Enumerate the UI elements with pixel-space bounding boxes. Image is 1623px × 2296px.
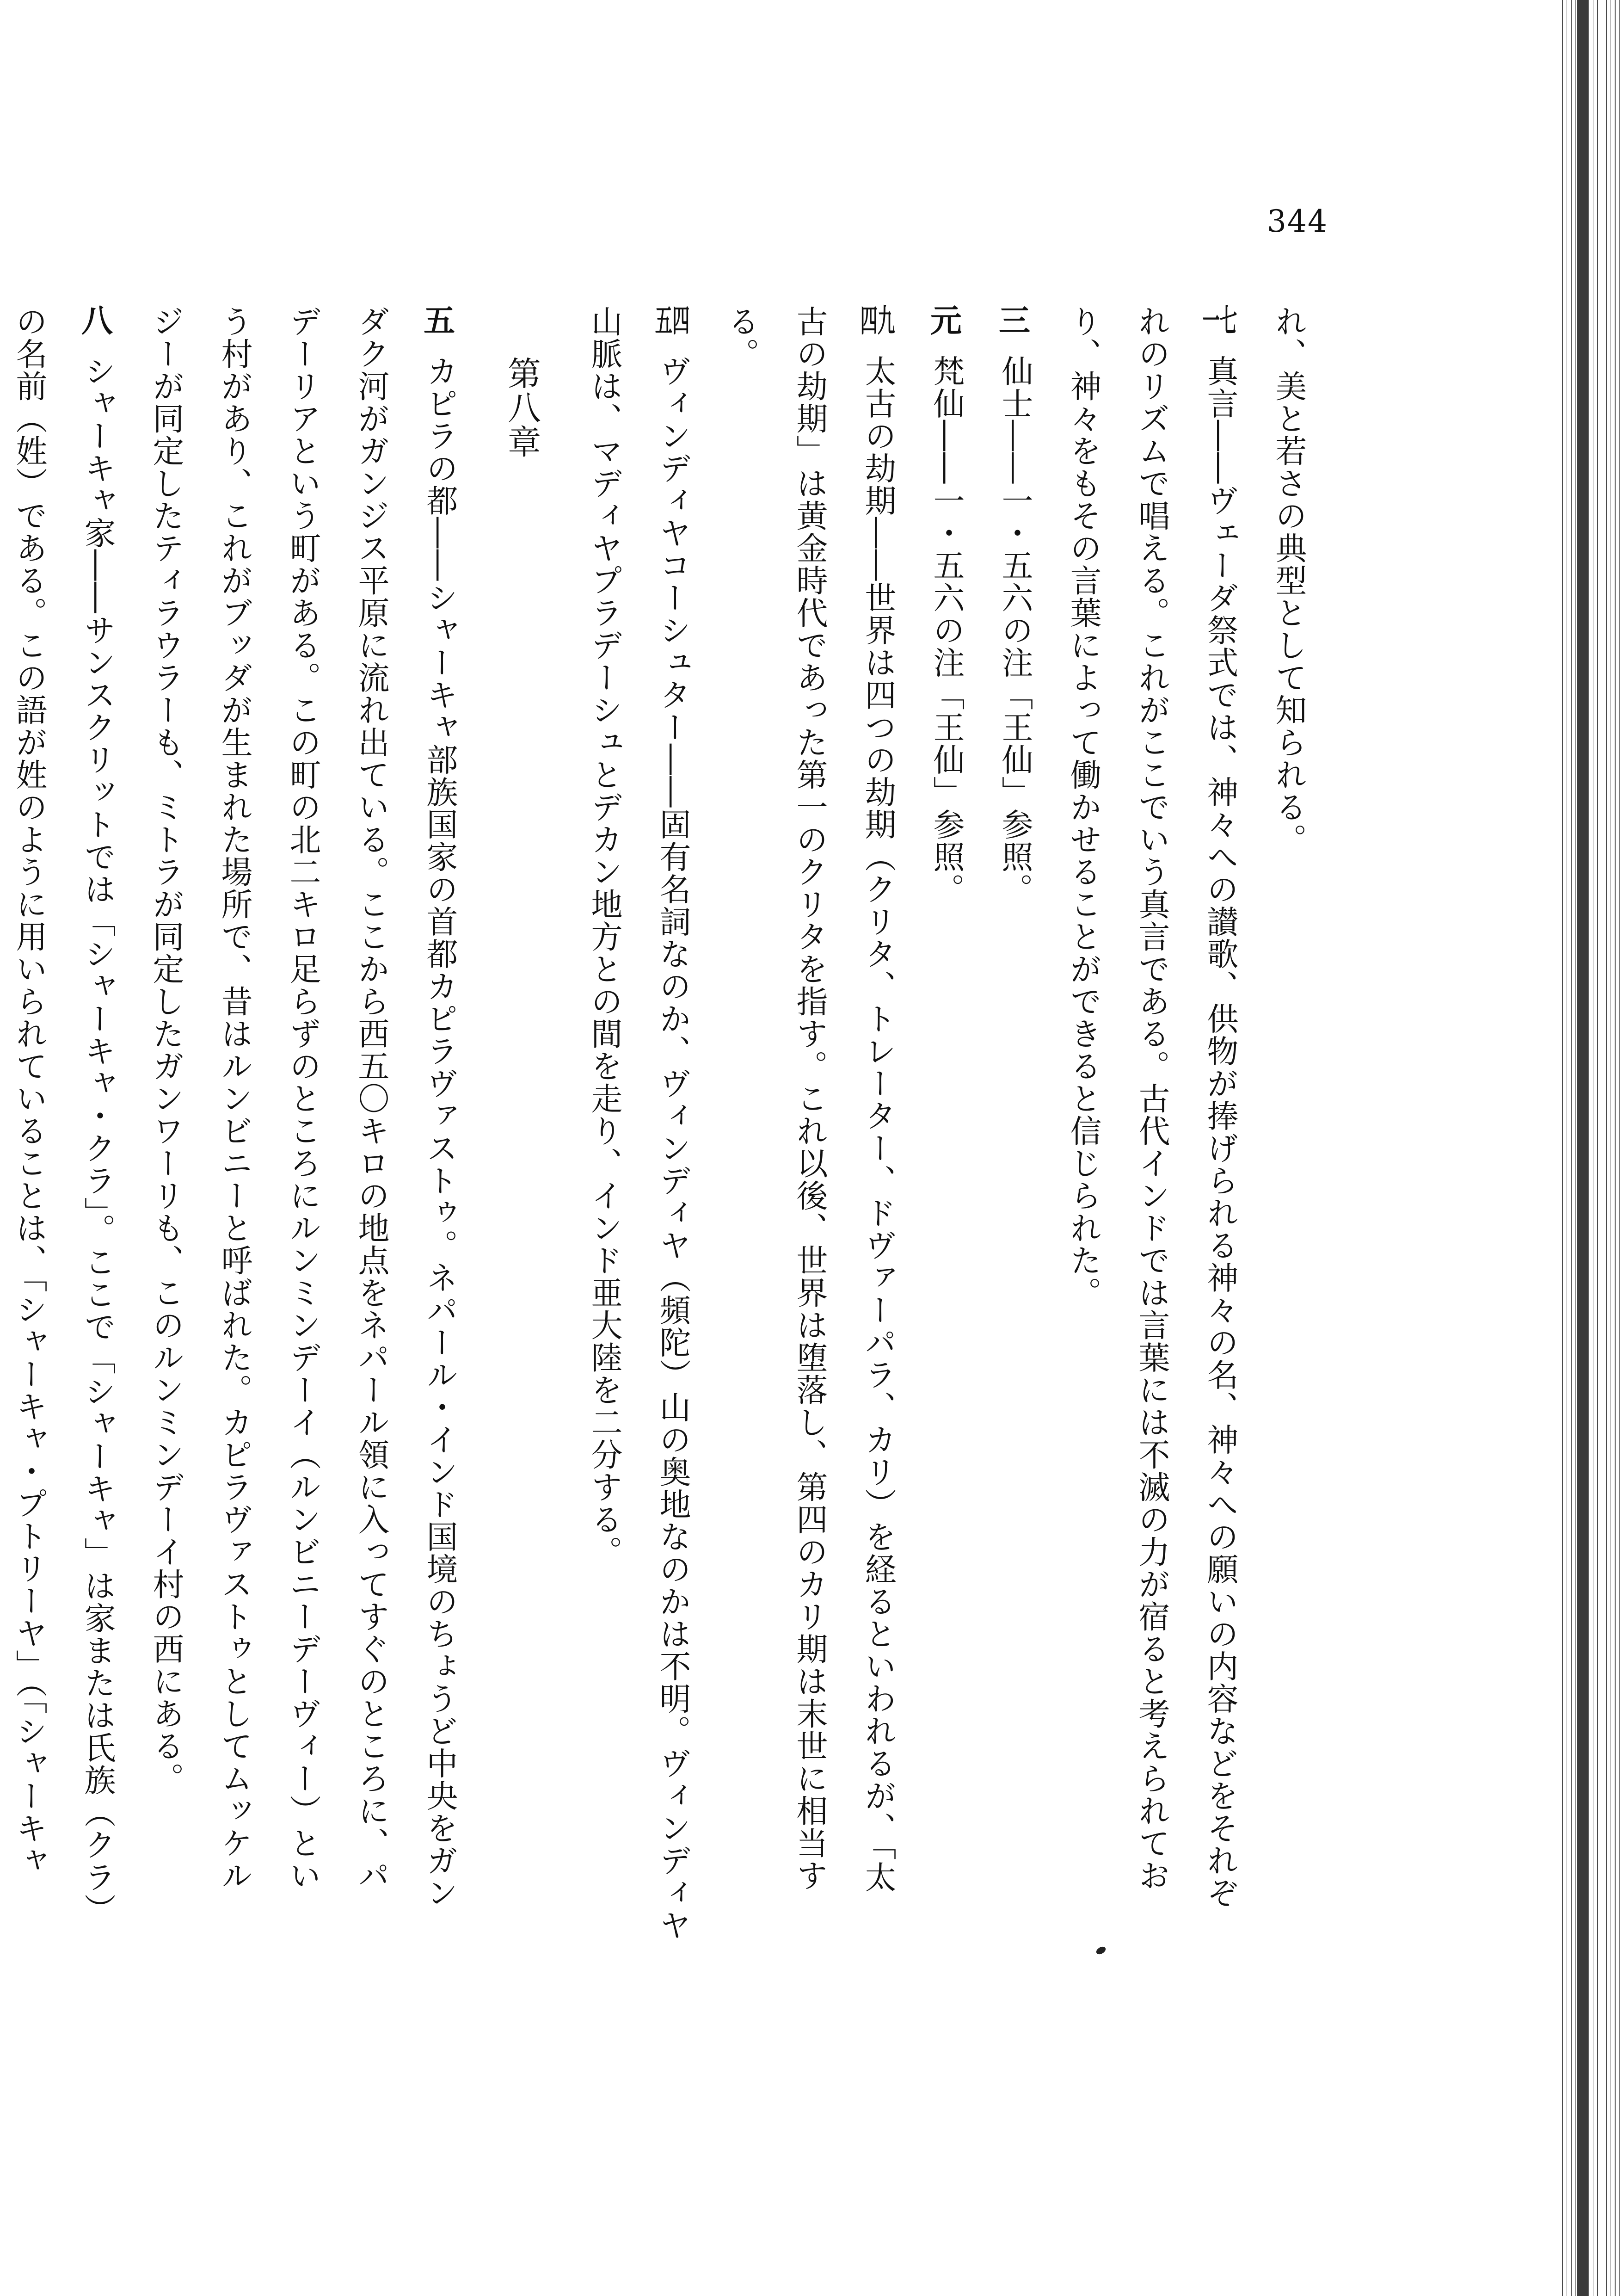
note-line — [200, 305, 268, 2146]
note-line — [131, 305, 200, 2146]
page-number: 344 — [1267, 204, 1328, 239]
note-line-text: カピラの都――シャーキャ部族国家の首都カピラヴァストゥ。ネパール・インド国境のちょうど中央をガン — [421, 355, 458, 1909]
note-line-text: 真言――ヴェーダ祭式では、神々への讃歌、供物が捧げられる神々の名、神々への願いの内容などをそれぞ — [1202, 355, 1238, 1909]
note-line-text: 古の劫期」は黄金時代であった第一のクリタを指す。これ以後、世界は堕落し、第四のカリ期は末世に相当す — [791, 305, 828, 1892]
note-line — [337, 305, 405, 2146]
note-line — [707, 305, 775, 2146]
note-line-text: 仙士――一・五六の注「王仙」参照。 — [996, 355, 1033, 906]
note-line-text: ヴィンディヤコーシュター――固有名詞なのか、ヴィンディヤ（頻陀）山の奥地なのかは不明。ヴィンディヤ — [654, 355, 691, 1942]
binding-edge — [1558, 0, 1623, 2296]
note-line — [843, 305, 912, 2146]
chapter-heading: 第八章 — [502, 356, 541, 459]
note-number: 四九 — [860, 305, 895, 337]
note-line-text: シャーキャ家――サンスクリットでは「シャーキャ・クラ」。ここで「シャーキャ」は家または氏族（クラ） — [79, 355, 116, 1926]
note-number: 八 — [81, 305, 113, 337]
notes-text-block — [11, 305, 1322, 2146]
note-line-text: の名前（姓）である。この語が姓のように用いられていることは、「シャーキャ・プトリーヤ」（「シャーキャ — [11, 305, 47, 1877]
note-line — [912, 305, 980, 2146]
note-line-text: 山脈は、マディヤプラデーシュとデカン地方との間を走り、インド亜大陸を二分する。 — [586, 305, 622, 1568]
note-line-text: れのリズムで唱える。これがここでいう真言である。古代インドでは言葉には不滅の力が宿ると考えられてお — [1133, 305, 1170, 1892]
note-line — [268, 305, 337, 2146]
note-line — [1049, 305, 1117, 2146]
note-line-text: れ、美と若さの典型として知られる。 — [1270, 305, 1307, 856]
note-line — [570, 305, 638, 2146]
note-line-text: る。 — [723, 305, 759, 370]
note-line-text: デーリアという町がある。この町の北二キロ足らずのところにルンミンデーイ（ルンビニーデーヴィー）とい — [284, 305, 321, 1892]
note-line — [638, 305, 707, 2146]
note-line-text: ジーが同定したティラウラーも、ミトラが同定したガンワーリも、このルンミンデーイ村の西にある。 — [148, 305, 184, 1795]
note-number: 三 — [998, 305, 1030, 337]
note-line — [405, 305, 473, 2146]
note-line — [980, 305, 1049, 2146]
note-line — [63, 305, 131, 2146]
note-line-text: 太古の劫期――世界は四つの劫期（クリタ、トレーター、ドヴァーパラ、カリ）を経るといわれるが、「太 — [860, 355, 896, 1894]
note-number: 五 — [423, 305, 455, 337]
note-number: 元 — [930, 305, 962, 337]
note-number: 五四 — [655, 305, 690, 337]
note-line — [1254, 305, 1322, 2146]
note-line-text: り、神々をもその言葉によって働かせることができると信じられた。 — [1065, 305, 1101, 1309]
note-line — [775, 305, 843, 2146]
note-line — [1186, 305, 1254, 2146]
note-number: 一七 — [1202, 305, 1237, 337]
note-line-text: ダク河がガンジス平原に流れ出ている。ここから西五〇キロの地点をネパール領に入ってすぐのところに、パ — [353, 305, 389, 1892]
note-line-text: う村があり、これがブッダが生まれた場所で、昔はルンビニーと呼ばれた。カピラヴァストゥとしてムッケル — [216, 305, 252, 1892]
note-line-text: 梵仙――一・五六の注「王仙」参照。 — [928, 355, 965, 906]
note-line — [1117, 305, 1186, 2146]
note-line — [0, 305, 63, 2146]
